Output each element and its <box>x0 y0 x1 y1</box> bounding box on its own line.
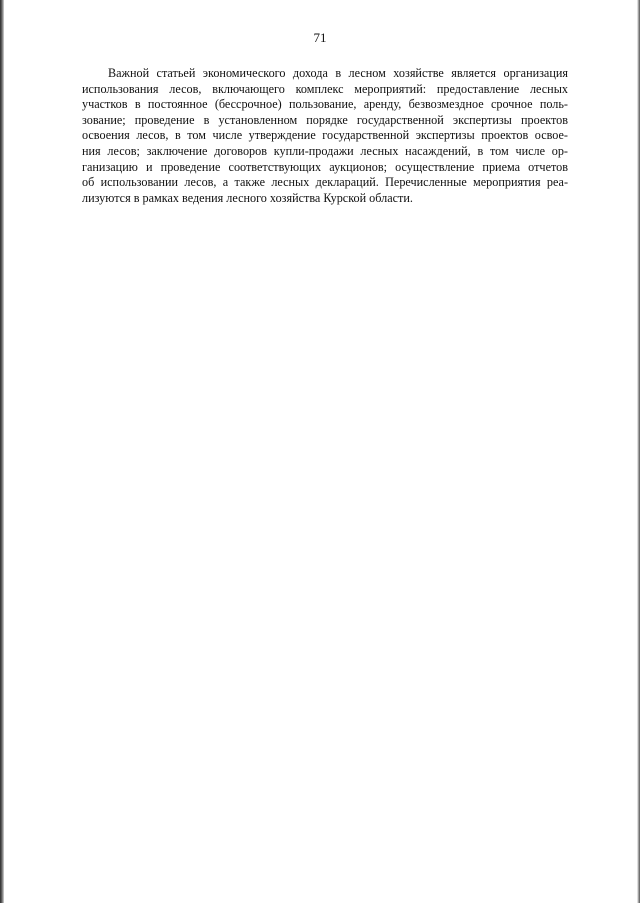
body-paragraph <box>82 66 568 206</box>
paragraph-line: лизуются в рамках ведения лесного хозяйства Курской области. <box>82 190 413 205</box>
paragraph-line: использования лесов, включающего комплекс мероприятий: предоставление лесных <box>82 81 568 96</box>
paragraph-line: ганизацию и проведение соответствующих аукционов; осуществление приема отчетов <box>82 159 568 174</box>
paragraph-line: освоения лесов, в том числе утверждение государственной экспертизы проектов освое- <box>82 128 568 143</box>
paragraph-line: зование; проведение в установленном порядке государственной экспертизы проектов <box>82 112 568 127</box>
paragraph-line: участков в постоянное (бессрочное) пользование, аренду, безвозмездное срочное поль- <box>82 97 568 112</box>
page-number: 71 <box>313 30 327 45</box>
paragraph-line: ния лесов; заключение договоров купли-продажи лесных насаждений, в том числе ор- <box>82 143 568 158</box>
scan-edge-left <box>0 0 4 903</box>
paragraph-line: об использовании лесов, а также лесных деклараций. Перечисленные мероприятия реа- <box>82 175 568 190</box>
paragraph-line: Важной статьей экономического дохода в лесном хозяйстве является организация <box>108 66 568 80</box>
